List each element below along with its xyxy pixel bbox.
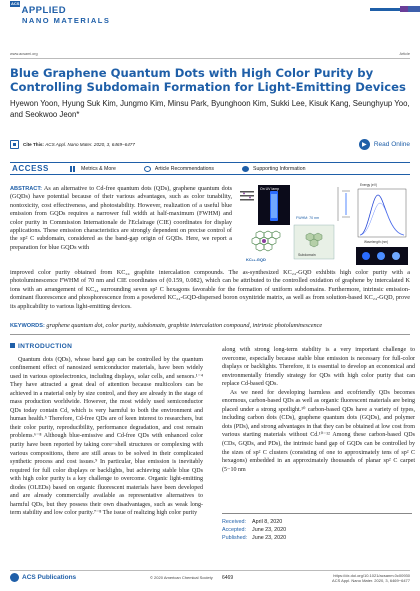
pl-spectrum xyxy=(356,183,408,265)
received-row xyxy=(222,518,412,526)
journal-name-line1: APPLIED xyxy=(21,5,67,16)
intro-paragraph-1: Quantum dots (QDs), whose band gap can be controlled by the quantum confinement effect of nanosized semiconductor materials, have been widely used in various optoelectronics, including displays, solar cells, and sensors.¹⁻⁴ They have attracted a great deal of attention because multicolors can be achieved in a material only by size control, and they are already in the stage of mass production worldwide. However, the most widely used semiconductor QDs today contain Cd, which is very harmful to both the environment and human health.⁵ Therefore, Cd-free QDs are of keen interest to researchers, but their color purity, reproducibility, performance degradation, and cost remain problems.⁶⁻⁸ Although blue-emissive and Cd-free QDs with enhanced color purity have been reported by taking core−shell structures or complexing with various compositions, there are still areas to be solved in their complicated synthetic process and cost issues.⁹ In particular, blue emission is inevitably required for full color displays or backlights, but achieving stable blue QDs with high color purity is a key challenge to overcome. Organic light-emitting diodes (OLEDs) based on organic fluorescent materials have been developed and are already commercially available as representative alternatives to harmful QDs, but they possess their own disadvantages, such as weak long-term stability and low color purity.⁷⁻⁸ The issue of realizing high color purity xyxy=(10,356,203,517)
received-label: Received: xyxy=(222,519,246,525)
intro-left-column xyxy=(10,343,203,518)
supporting-info-icon xyxy=(242,166,249,172)
publication-dates xyxy=(222,513,412,542)
section-marker-icon xyxy=(10,343,15,348)
abstract-paragraph-end: improved color purity obtained from KC₂₄ graphite intercalation compounds. The as-synthesized KC₂₄-GQD exhibits high color purity with a photoluminescence FWHM of 70 nm and CIE coordinates of (0.159, 0.082), which can be attributed to the controlled oxidation of graphene by intercalated K ions with an arrangement of KC₂₄ surrounding seven sp² C hexagons favorable for the formation of uniform subdomains. Furthermore, intrinsic emission-dominant fluorescence and phosphorescence from a powdered KC₂₄-GQD-dispersed boron oxynitride matrix, as well as from solution-based KC₂₄-GQD, prove its applicability to various light-emitting devices. xyxy=(10,269,410,310)
abstract-label: ABSTRACT: xyxy=(10,186,43,192)
potassium-ion xyxy=(262,239,266,243)
recommendations-label: Article Recommendations xyxy=(154,165,214,172)
keywords-text: graphene quantum dot, color purity, subdomain, graphite intercalation compound, intrinsic photoluminescence xyxy=(46,322,323,329)
energy-axis-label: Energy (eV) xyxy=(360,183,378,187)
citation-bar xyxy=(10,136,410,153)
page-number: 6469 xyxy=(222,574,234,581)
doi-block xyxy=(332,573,410,583)
acs-logo-icon xyxy=(10,573,19,582)
accepted-row xyxy=(222,526,412,534)
read-online-link[interactable] xyxy=(359,139,410,150)
journal-name-line2: NANO MATERIALS xyxy=(22,16,111,25)
accepted-date: June 23, 2020 xyxy=(252,527,287,533)
abstract-paragraph-start xyxy=(10,185,232,252)
author-list: Hyewon Yoon, Hyung Suk Kim, Jungmo Kim, Minsu Park, Byunghoon Kim, Sukki Lee, Kisuk Kang, Seunghyup Yoo, and Seokwoo Jeon* xyxy=(10,99,410,119)
journal-url[interactable]: www.acsami.org xyxy=(10,52,38,56)
journal-header xyxy=(0,0,420,25)
vial-glow-inner xyxy=(271,194,277,218)
received-date: April 8, 2020 xyxy=(252,519,283,525)
energy-diagram xyxy=(338,187,350,221)
toc-graphic xyxy=(236,181,410,267)
doi-link[interactable]: https://dx.doi.org/10.1021/acsanm.0c00930 xyxy=(333,572,410,578)
metrics-icon xyxy=(70,166,77,172)
header-stripe xyxy=(408,6,420,12)
accepted-label: Accepted: xyxy=(222,527,246,533)
footer-reference: ACS Appl. Nano Mater. 2020, 3, 6469−6477 xyxy=(332,577,410,583)
keywords-label: KEYWORDS: xyxy=(10,323,45,329)
gqd-label: KC₂₄-GQD xyxy=(246,257,266,262)
read-online-icon: ▶ xyxy=(359,139,370,150)
article-type: Article xyxy=(399,52,410,56)
cite-reference: ACS Appl. Nano Mater. 2020, 3, 6469−6477 xyxy=(45,142,135,147)
citation-text xyxy=(23,142,135,147)
access-bar xyxy=(10,162,410,175)
fwhm-label: FWHM: 70 nm xyxy=(296,216,320,220)
cite-icon[interactable] xyxy=(10,140,19,149)
wavelength-axis-label: Wavelength (nm) xyxy=(364,240,389,244)
metrics-label: Metrics & More xyxy=(81,165,116,172)
graphite-layers xyxy=(240,191,254,201)
intro-heading-text: INTRODUCTION xyxy=(18,343,73,350)
publisher-prefix: ACS xyxy=(11,1,20,6)
abstract-text-left: As an alternative to Cd-free quantum dots (QDs), graphene quantum dots (GQDs) have potential because of their various advantages, such as color tunability, nontoxicity, cost effectiveness, and photostability. However, realization of a useful blue emission from GQDs requires a narrower full width at half-maximum (FWHM) and color purity in Commission Internationale de l'Eclairage (CIE) coordinates for display applications. These emission characteristics are strongly dependent on precise control of the sp² C subdomain, considered as the band-gap origin of GQDs. Here, we report a preparation for blue GQDs with xyxy=(10,185,232,251)
recommendations-link[interactable] xyxy=(144,166,214,172)
header-stripe xyxy=(370,8,400,11)
header-divider xyxy=(10,58,410,59)
journal-logo xyxy=(10,1,110,25)
published-date: June 23, 2020 xyxy=(252,535,287,541)
supporting-info-link[interactable] xyxy=(242,166,305,172)
published-label: Published: xyxy=(222,535,248,541)
page-footer xyxy=(10,570,410,584)
intro-right-column xyxy=(222,346,415,474)
access-label: ACCESS xyxy=(12,164,49,173)
acs-publications-logo[interactable] xyxy=(10,573,76,582)
published-row xyxy=(222,534,412,542)
header-stripe xyxy=(400,6,408,12)
keywords xyxy=(10,322,410,330)
intro-heading xyxy=(10,343,203,352)
supporting-info-label: Supporting Information xyxy=(253,165,306,172)
uv-label: On UV lamp xyxy=(260,187,280,191)
article-title: Blue Graphene Quantum Dots with High Color Purity by Controlling Subdomain Formation for Light-Emitting Devices xyxy=(10,66,406,94)
metrics-link[interactable] xyxy=(70,166,116,172)
abstract-divider xyxy=(10,334,410,335)
copyright: © 2020 American Chemical Society xyxy=(150,575,213,580)
cite-label: Cite This: xyxy=(23,142,44,147)
subdomain-label: Subdomain xyxy=(298,253,316,257)
publisher-name: ACS Publications xyxy=(22,574,77,581)
intro-paragraph-1-cont: along with strong long-term stability is a very important challenge to overcome, especially because stable blue emission is necessary for full-color displays or backlights. Therefore, it is essential to develop an economical and environmentally friendly strategy for QDs with high color purity that can replace Cd-based QDs. xyxy=(222,347,415,388)
recommendations-icon xyxy=(144,166,151,172)
intro-paragraph-2: As we need for developing harmless and ecofriendly QDs becomes enormous, carbon-based QDs as well as organic fluorescent materials are being placed under a strong spotlight.¹⁰ carbon-based QDs have a variety of types, including carbon dots (CDs), graphene quantum dots (GQDs), and polymer dots (PDs), and strong advantages in that they can be obtained at low cost from various starting materials without Cd.¹⁰⁻¹² Among these carbon-based QDs (CDs, GQDs, and PDs), the intrinsic band gap of GQDs can be controlled by the sizes of sp² C clusters (consisting of one to approximately tens of sp² C hexagons) embedded in an approximately thousands of planar sp² C carpet (5−10 nm xyxy=(222,389,415,473)
read-online-label: Read Online xyxy=(373,141,410,148)
